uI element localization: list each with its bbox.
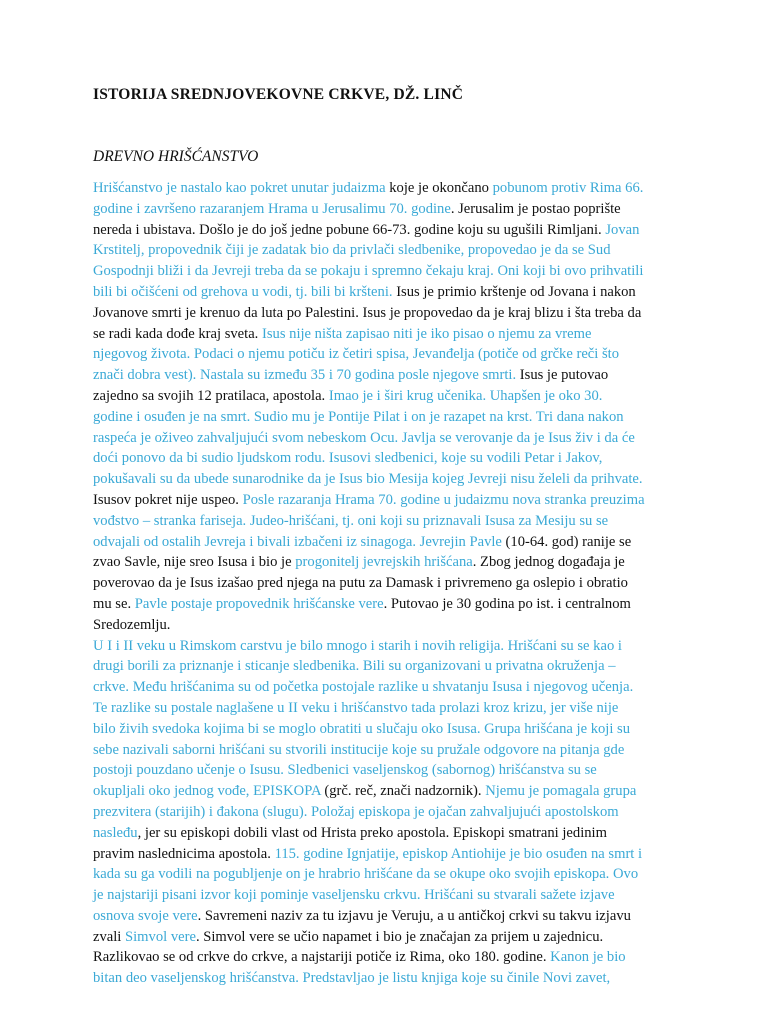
text-line <box>93 677 693 698</box>
text-line <box>93 594 693 615</box>
text-line <box>93 199 693 220</box>
text-line <box>93 656 693 677</box>
highlighted-text: pobunom protiv Rima 66. <box>492 180 644 196</box>
plain-text: mu se. <box>93 595 135 612</box>
text-line <box>93 532 693 553</box>
highlighted-text: bilo živih svedoka kojima bi se moglo obratiti u slučaju oko Isusa. Grupa hrišćana je koji su <box>93 720 631 737</box>
highlighted-text: U I i II veku u Rimskom carstvu je bilo mnogo i starih i novih religija. Hrišćani su se kao i <box>93 637 622 654</box>
plain-text: Sredozemlju. <box>93 616 171 633</box>
plain-text: zvao Savle, nije sreo Isusa i bio je <box>93 554 296 571</box>
highlighted-text: 115. godine Ignjatije, episkop Antiohije je bio osuđen na smrt i <box>274 845 643 862</box>
plain-text: zajedno sa svojih 12 pratilaca, apostola. <box>93 387 329 404</box>
highlighted-text: pokušavali su da ubede sunarodnike da je Isus bio Mesija kojeg Jevreji nisu želeli da prihvate. <box>93 471 643 488</box>
highlighted-text: godine i završeno razaranjem Hrama u Jerusalimu 70. godine <box>93 200 451 217</box>
highlighted-text: doći ponovo da bi sudio ljudskom rodu. Isusovi sledbenici, koje su vodili Petar i Jakov, <box>93 450 603 467</box>
text-line <box>93 615 693 636</box>
text-line <box>93 261 693 282</box>
plain-text: . Putovao je 30 godina po ist. i centralnom <box>383 595 631 612</box>
plain-text: Isusov pokret nije uspeo. <box>93 491 243 508</box>
highlighted-text: okupljali oko jednog vođe, EPISKOPA <box>93 783 321 800</box>
plain-text: Jovanove smrti je krenuo da luta po Palestini. Isus je propovedao da je kraj blizu i šta treba da <box>93 304 642 321</box>
text-line <box>93 823 693 844</box>
text-line <box>93 220 693 241</box>
text-line <box>93 968 693 989</box>
section-heading: DREVNO HRIŠĆANSTVO <box>93 148 259 165</box>
text-line <box>93 802 693 823</box>
body-text <box>93 178 693 989</box>
highlighted-text: Isus nije ništa zapisao niti je iko pisao o njemu za vreme <box>261 325 592 342</box>
highlighted-text: osnova svoje vere <box>93 907 198 924</box>
highlighted-text: je najstariji pisani izvor koji pominje vaseljensku crkvu. Hrišćani su stvarali sažete izjave <box>93 887 615 904</box>
highlighted-text: Simvol vere <box>125 928 196 945</box>
highlighted-text: Hrišćanstvo je nastalo kao pokret unutar judaizma <box>93 180 386 196</box>
highlighted-text: Te razlike su postale naglašene u II veku i hrišćanstvo tada prolazi kroz krizu, jer više nije <box>93 699 619 716</box>
text-line <box>93 469 693 490</box>
plain-text: se radi kada dođe kraj sveta. <box>93 325 262 342</box>
text-line <box>93 719 693 740</box>
highlighted-text: odvajali od ostalih Jevreja i bivali izbačeni iz sinagoga. Jevrejin Pavle <box>93 533 502 550</box>
plain-text: . Simvol vere se učio napamet i bio je značajan za prijem u zajednicu. <box>195 928 604 945</box>
highlighted-text: sebe nazivali saborni hrišćani su stvorili institucije koje su pružale odgovore na pitanja gde <box>93 741 625 758</box>
text-line <box>93 573 693 594</box>
text-line <box>93 927 693 948</box>
highlighted-text: kada su ga vodili na pogubljenje on je hrabrio hrišćane da se okupe oko svojih episkopa. Ovo <box>93 866 639 883</box>
text-line <box>93 448 693 469</box>
highlighted-text: njegovog života. Podaci o njemu potiču iz četiri spisa, Jevanđelja (potiče od grčke reči što <box>93 346 620 363</box>
plain-text: nereda i ubistava. Došlo je do još jedne pobune 66-73. godine koju su ugušili Rimljani. <box>93 221 606 238</box>
text-line <box>93 760 693 781</box>
plain-text: (10-64. god) ranije se <box>501 533 632 550</box>
highlighted-text: bili bi očišćeni od grehova u vodi, tj. bili bi kršteni. <box>93 283 393 300</box>
plain-text: poverovao da je Isus izašao pred njega na putu za Damask i privremeno ga oslepio i obratio <box>93 575 628 592</box>
text-line <box>93 511 693 532</box>
text-line <box>93 698 693 719</box>
highlighted-text: Krstitelj, propovednik čiji je zadatak bio da privlači sledbenike, propovedao je da se Sud <box>93 242 611 259</box>
text-line <box>93 885 693 906</box>
plain-text: Isus je putovao <box>516 367 609 384</box>
text-line <box>93 906 693 927</box>
highlighted-text: Jovan <box>605 221 640 238</box>
plain-text: . Zbog jednog događaja je <box>472 554 625 571</box>
highlighted-text: prezvitera (starijih) i đakona (slugu). Položaj episkopa je ojačan zahvaljujući apostolskom <box>93 803 619 820</box>
text-line <box>93 947 693 968</box>
text-line <box>93 740 693 761</box>
plain-text: pravim naslednicima apostola. <box>93 845 275 862</box>
highlighted-text: crkve. Među hrišćanima su od početka postojale razlike u shvatanju Isusa i njegovog učenja. <box>93 679 634 696</box>
highlighted-text: vođstvo – stranka fariseja. Judeo-hrišćani, tj. oni koji su priznavali Isusa za Mesiju su se <box>93 512 609 529</box>
plain-text: , jer su episkopi dobili vlast od Hrista preko apostola. Episkopi smatrani jedinim <box>137 824 607 841</box>
text-line <box>93 178 693 199</box>
text-line <box>93 552 693 573</box>
plain-text: (grč. reč, znači nadzornik). <box>320 783 486 800</box>
highlighted-text: Imao je i širi krug učenika. Uhapšen je oko 30. <box>328 387 603 404</box>
text-line <box>93 365 693 386</box>
highlighted-text: drugi borili za priznanje i sticanje sledbenika. Bili su organizovani u privatna okruženja – <box>93 658 616 675</box>
highlighted-text: Gospodnji bliži i da Jevreji treba da se pokaju i spremno čekaju kraj. Oni koji bi ovo prihvatili <box>93 263 644 280</box>
text-line <box>93 407 693 428</box>
plain-text: . Jerusalim je postao poprište <box>450 200 621 217</box>
text-line <box>93 864 693 885</box>
highlighted-text: godine i osuđen je na smrt. Sudio mu je Pontije Pilat i on je razapet na krst. Tri dana nakon <box>93 408 624 425</box>
text-line <box>93 428 693 449</box>
text-line <box>93 844 693 865</box>
text-line <box>93 303 693 324</box>
text-line <box>93 636 693 657</box>
text-line <box>93 240 693 261</box>
text-line <box>93 490 693 511</box>
text-line <box>93 781 693 802</box>
highlighted-text: Posle razaranja Hrama 70. godine u judaizmu nova stranka preuzima <box>242 491 645 508</box>
text-line <box>93 386 693 407</box>
document-title: ISTORIJA SREDNJOVEKOVNE CRKVE, DŽ. LINČ <box>93 86 464 103</box>
text-line <box>93 324 693 345</box>
highlighted-text: Pavle postaje propovednik hrišćanske vere <box>134 595 384 612</box>
plain-text: Isus je primio krštenje od Jovana i nakon <box>392 283 636 300</box>
text-line <box>93 282 693 303</box>
text-line <box>93 344 693 365</box>
highlighted-text: bitan deo vaseljenskog hrišćanstva. Predstavljao je listu knjiga koje su činile Novi zavet, <box>93 970 611 987</box>
plain-text: koje je okončano <box>385 180 493 196</box>
highlighted-text: raspeća je oživeo zahvaljujući svom nebeskom Ocu. Javlja se verovanje da je Isus živ i da će <box>93 429 635 446</box>
highlighted-text: postoji pouzdano učenje o Isusu. Sledbenici vaseljenskog (sabornog) hrišćanstva su se <box>93 762 597 779</box>
highlighted-text: nasleđu <box>93 824 138 841</box>
plain-text: . Savremeni naziv za tu izjavu je Veruju, a u antičkoj crkvi su takvu izjavu <box>197 907 631 924</box>
highlighted-text: progonitelj jevrejskih hrišćana <box>295 554 473 571</box>
highlighted-text: Kanon je bio <box>550 949 626 966</box>
highlighted-text: znači dobra vest). Nastala su između 35 i 70 godina posle njegove smrti. <box>93 367 517 384</box>
plain-text: Razlikovao se od crkve do crkve, a najstariji potiče iz Rima, oko 180. godine. <box>93 949 551 966</box>
highlighted-text: Njemu je pomagala grupa <box>485 783 637 800</box>
plain-text: zvali <box>93 928 126 945</box>
